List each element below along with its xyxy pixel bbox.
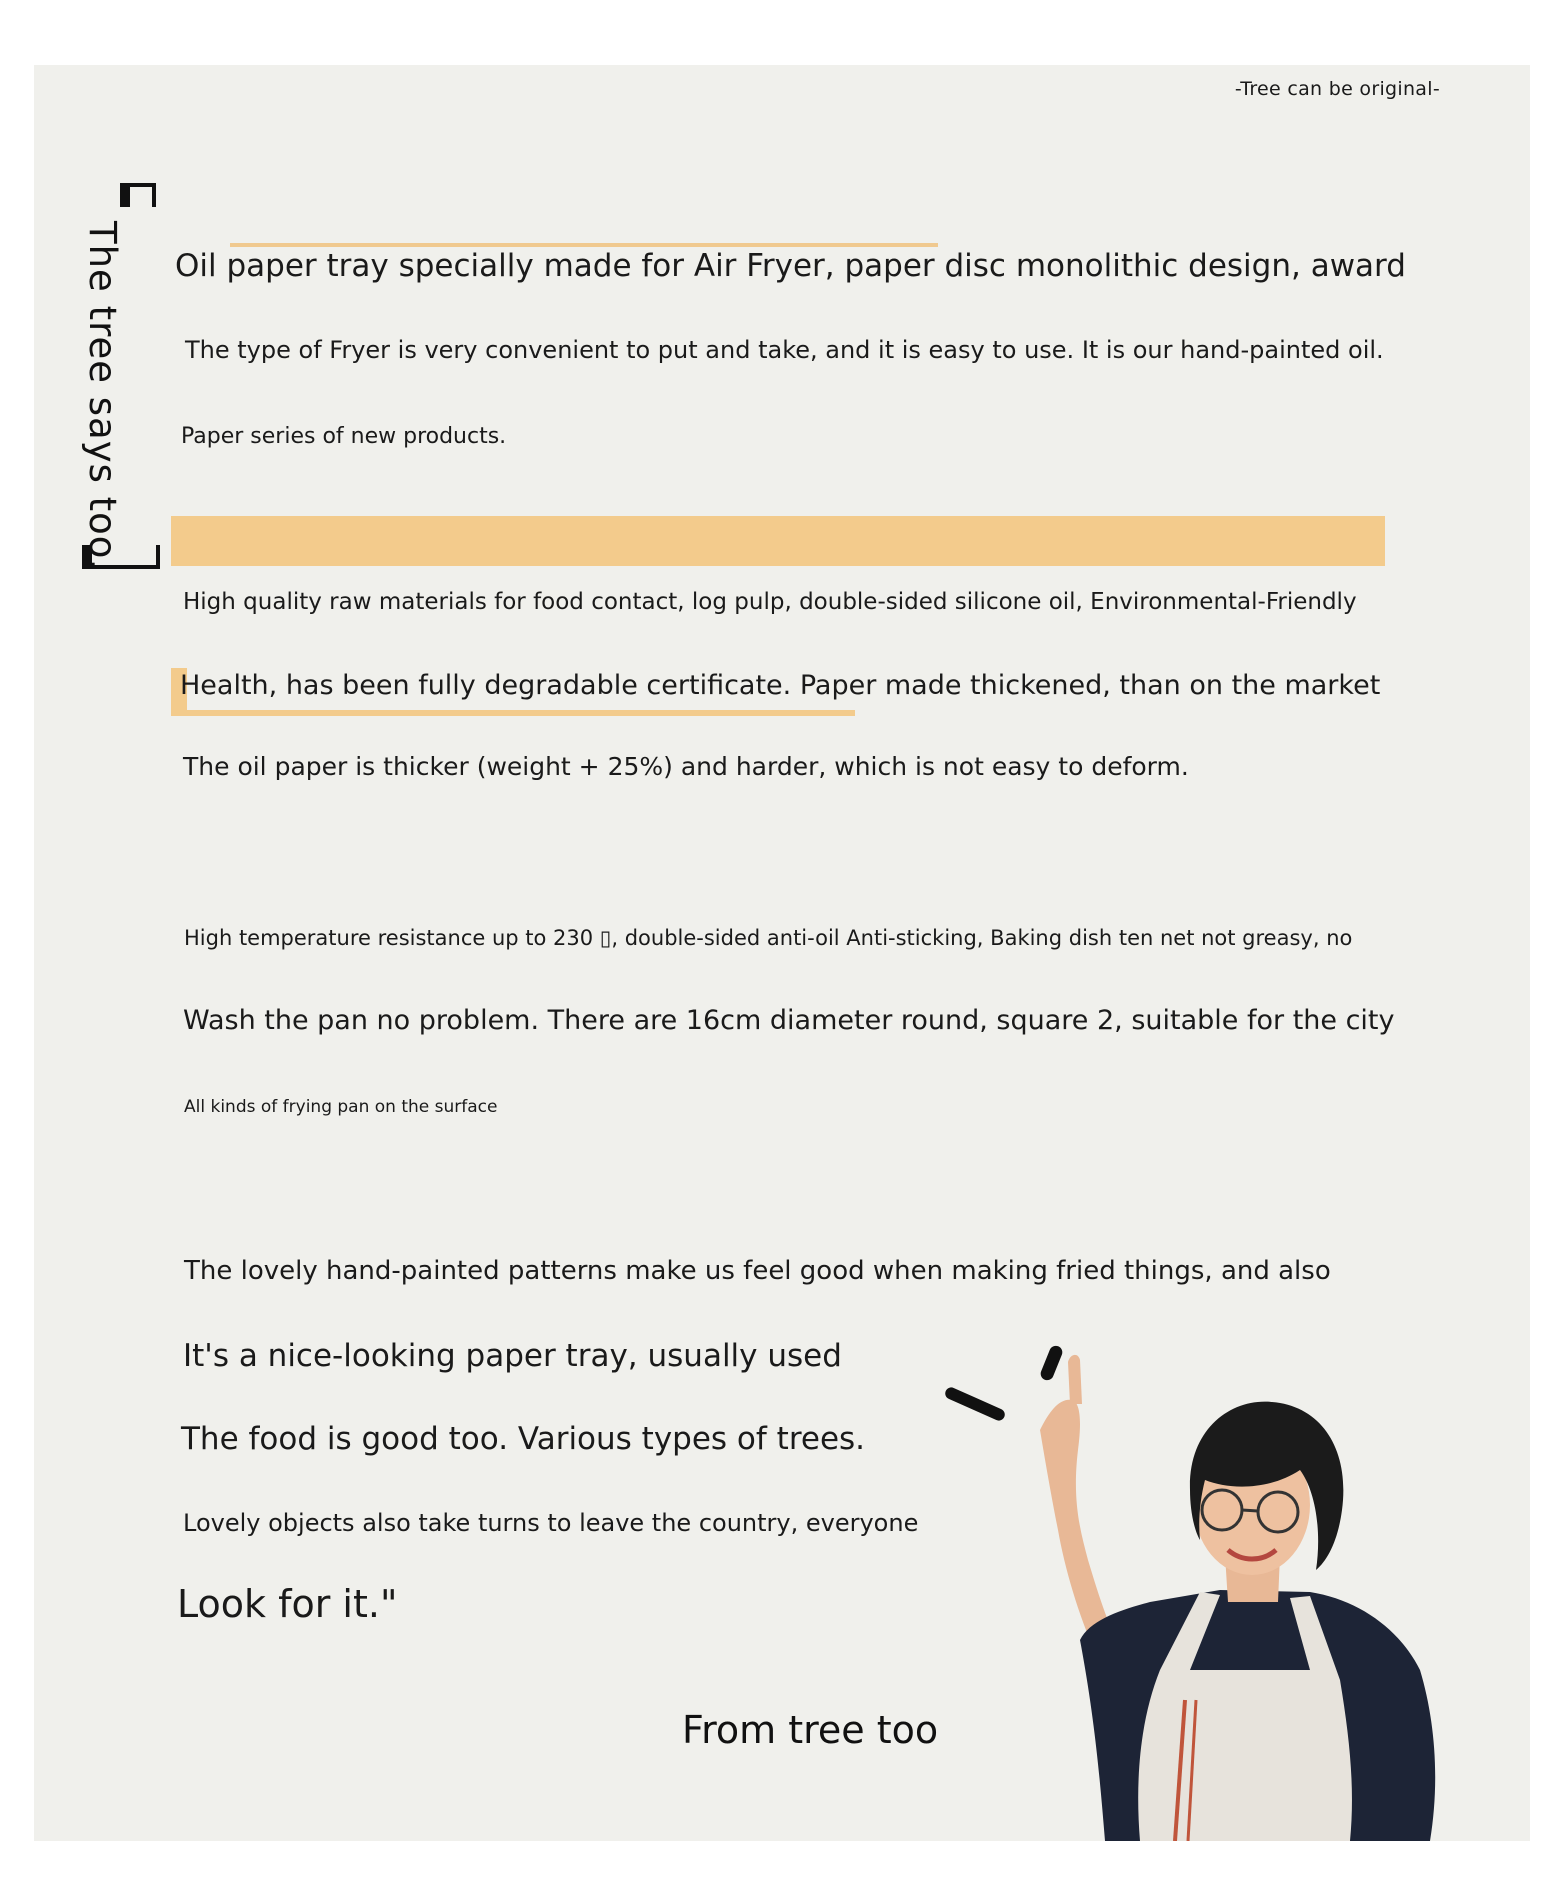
highlight-stroke xyxy=(171,710,855,716)
side-heading-text: The tree says too. xyxy=(81,221,124,572)
p3-line-1: High temperature resistance up to 230 ▯, double-sided anti-oil Anti-sticking, Baking dish ten net not greasy, no xyxy=(184,926,1353,950)
p4-line-2: It's a nice-looking paper tray, usually used xyxy=(183,1338,842,1374)
p2-line-3: The oil paper is thicker (weight + 25%) and harder, which is not easy to deform. xyxy=(183,752,1189,781)
signature: From tree too xyxy=(682,1708,939,1752)
p3-line-2: Wash the pan no problem. There are 16cm diameter round, square 2, suitable for the city xyxy=(183,1005,1395,1036)
highlight-band xyxy=(171,516,1385,566)
person-illustration xyxy=(1010,1340,1450,1841)
bracket-top-icon xyxy=(120,183,156,207)
side-heading xyxy=(58,183,158,643)
p1-line-3: Paper series of new products. xyxy=(181,424,507,449)
p3-line-3: All kinds of frying pan on the surface xyxy=(184,1097,498,1117)
bracket-bottom-icon xyxy=(82,545,160,569)
p1-line-2: The type of Fryer is very convenient to put and take, and it is easy to use. It is our hand-painted oil. xyxy=(185,336,1384,364)
p4-line-1: The lovely hand-painted patterns make us feel good when making fried things, and also xyxy=(184,1256,1331,1286)
p4-line-3: The food is good too. Various types of trees. xyxy=(181,1421,866,1457)
p2-line-2: Health, has been fully degradable certificate. Paper made thickened, than on the market xyxy=(180,670,1381,701)
p2-line-1: High quality raw materials for food contact, log pulp, double-sided silicone oil, Environmental-Friendly xyxy=(183,589,1357,615)
p1-line-1: Oil paper tray specially made for Air Fryer, paper disc monolithic design, award xyxy=(175,248,1406,284)
p4-line-5: Look for it." xyxy=(177,1582,398,1626)
p4-line-4: Lovely objects also take turns to leave the country, everyone xyxy=(183,1509,919,1537)
tagline: -Tree can be original- xyxy=(1234,78,1440,100)
highlight-stroke xyxy=(230,243,938,247)
